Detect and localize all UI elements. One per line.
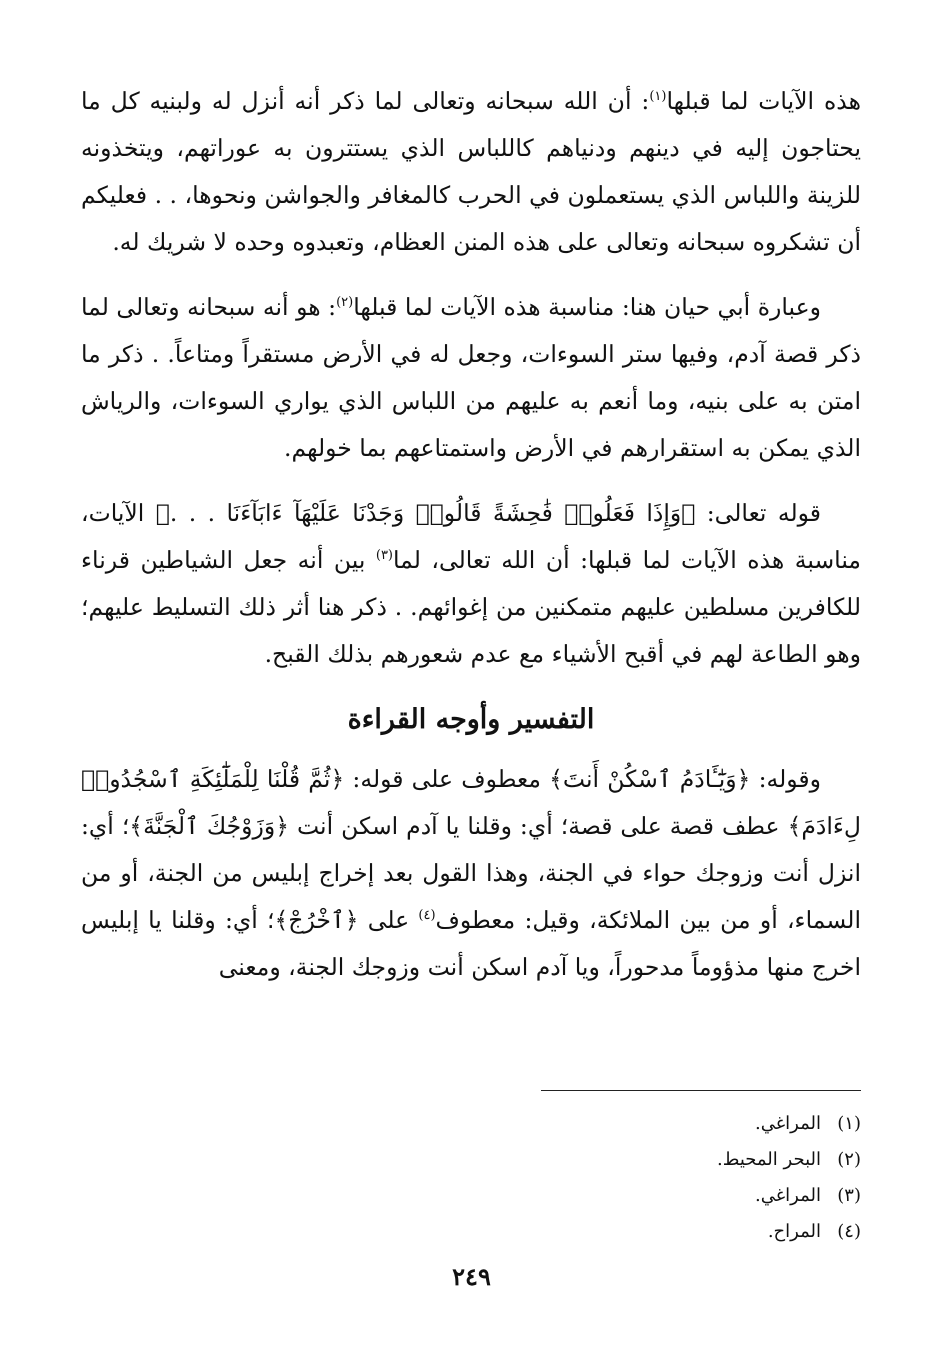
page-body [81, 78, 861, 1009]
footnote-text: البحر المحيط. [717, 1149, 821, 1170]
paragraph-3 [81, 490, 861, 678]
paragraph-1-text-b: : أن الله سبحانه وتعالى لما ذكر أنه أنزل له ولبنيه كل ما يحتاجون إليه في دينهم ودنياهم كاللباس الذي يستترون به عوراتهم، ويتخذونه للزينة واللباس الذي يستعملون في الحرب كالمغافر والجواشن ونحوها، . . فعليكم أن تشكروه سبحانه وتعالى على هذه المنن العظام، وتعبدوه وحده لا شريك له. [81, 87, 861, 256]
paragraph-4-text-d: ؛ أي: انزل أنت وزوجك حواء في الجنة، وهذا القول بعد إخراج إبليس من الجنة، أو من السماء، أو من بين الملائكة، وقيل: معطوف [81, 812, 861, 934]
paragraph-2 [81, 284, 861, 472]
quran-verse-4: ﴿وَزَوْجُكَ ٱلْجَنَّةَ﴾ [129, 812, 289, 840]
footnote-ref-2: (٢) [336, 295, 354, 311]
footnote-item [361, 1214, 861, 1250]
footnote-number: (٤) [837, 1221, 861, 1242]
footnote-item [361, 1106, 861, 1142]
quran-verse-3: ﴿ثُمَّ قُلْنَا لِلْمَلَٰٓئِكَةِ ٱسْجُدُوا۟ لِءَادَمَ﴾ [81, 765, 861, 840]
footnote-number: (١) [837, 1113, 861, 1134]
footnote-item [361, 1142, 861, 1178]
paragraph-1-text-a: هذه الآيات لما قبلها [666, 87, 861, 115]
footnotes [361, 1106, 861, 1250]
footnote-text: المراح. [767, 1221, 821, 1242]
footnote-ref-4: (٤) [418, 908, 436, 924]
footnote-ref-1: (١) [649, 89, 667, 105]
footnote-ref-3: (٣) [375, 548, 393, 564]
page-number: ٢٤٩ [452, 1262, 491, 1291]
paragraph-4-text-e: على [358, 906, 419, 934]
section-heading: التفسير وأوجه القراءة [347, 704, 595, 735]
quran-verse-2: ﴿وَيَٰٓـَٔادَمُ ٱسْكُنْ أَنتَ﴾ [549, 765, 751, 793]
footnote-number: (٣) [837, 1185, 861, 1206]
paragraph-3-text-a: قوله تعالى: [695, 499, 822, 527]
footnote-text: المراغي. [755, 1113, 821, 1134]
footnote-item [361, 1178, 861, 1214]
footnote-number: (٢) [837, 1149, 861, 1170]
quran-verse-5: ﴿ٱخْرُجْ﴾ [274, 906, 359, 934]
paragraph-4-text-a: وقوله: [750, 765, 821, 793]
footnote-divider [541, 1090, 861, 1091]
paragraph-1 [81, 78, 861, 266]
quran-verse-1: ﴿وَإِذَا فَعَلُوا۟ فَٰحِشَةً قَالُوا۟ وَجَدْنَا عَلَيْهَآ ءَابَآءَنَا . . .﴾ [155, 499, 696, 527]
paragraph-2-text-a: وعبارة أبي حيان هنا: مناسبة هذه الآيات لما قبلها [353, 293, 821, 321]
paragraph-3-text-c: بين أنه جعل الشياطين قرناء للكافرين مسلطين عليهم متمكنين من إغوائهم. . ذكر هنا أثر ذلك التسليط عليهم؛ وهو الطاعة لهم في أقبح الأشياء مع عدم شعورهم بذلك القبح. [81, 546, 861, 668]
paragraph-4-text-f: ؛ أي: وقلنا يا إبليس اخرج منها مذؤوماً مدحوراً، ويا آدم اسكن أنت وزوجك الجنة، ومعنى [81, 906, 861, 981]
paragraph-2-text-b: : هو أنه سبحانه وتعالى لما ذكر قصة آدم، وفيها ستر السوءات، وجعل له في الأرض مستقراً ومتاعاً. . ذكر ما امتن به على بنيه، وما أنعم به عليهم من اللباس الذي يواري السوءات، والرياش الذي يمكن به استقرارهم في الأرض واستمتاعهم بما خولهم. [81, 293, 861, 462]
paragraph-3-text-b: الآيات، مناسبة هذه الآيات لما قبلها: أن الله تعالى، لما [81, 499, 861, 574]
paragraph-4-text-c: عطف قصة على قصة؛ أي: وقلنا يا آدم اسكن أنت [288, 812, 788, 840]
footnote-text: المراغي. [755, 1185, 821, 1206]
paragraph-4-text-b: معطوف على قوله: [344, 765, 550, 793]
paragraph-4 [81, 756, 861, 991]
